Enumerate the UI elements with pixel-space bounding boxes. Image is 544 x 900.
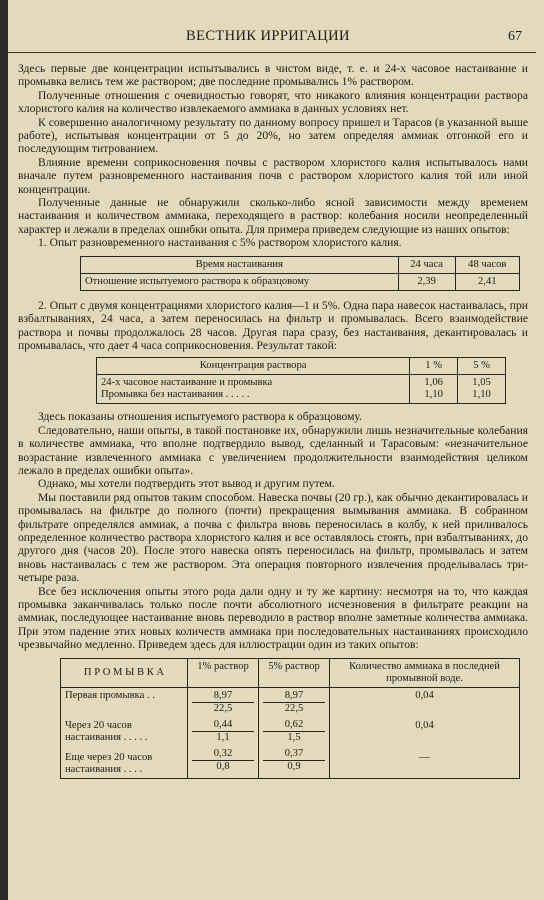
table-cell xyxy=(458,375,506,404)
value: 8,97 xyxy=(263,690,325,703)
paragraph: Полученные отношения с очевидностью говорят, что никакого влияния концентрации раствора хлористого калия на количество извлекаемого аммиака в данных условиях нет. xyxy=(18,88,528,116)
value: 0,04 xyxy=(415,689,434,701)
row-label: Первая промывка . . xyxy=(65,689,155,701)
row-label: Еще через 20 часов настаивания . . . . xyxy=(65,751,153,775)
table-soaking-time xyxy=(80,256,520,291)
journal-page xyxy=(8,0,544,900)
value: 0,62 xyxy=(263,719,325,732)
value: 0,04 xyxy=(415,719,434,731)
table-header-cell: Количество аммиака в последней промывной воде. xyxy=(330,658,520,687)
table-cell: 2,39 xyxy=(398,273,455,290)
value: 0,8 xyxy=(216,760,230,772)
value: 1,06 xyxy=(424,377,443,389)
table-cell xyxy=(188,687,259,778)
table-cell xyxy=(259,687,330,778)
table-header-cell: Время настаивания xyxy=(81,256,399,273)
table-cell xyxy=(410,375,458,404)
value: 22,5 xyxy=(284,702,304,714)
table-header-cell: Концентрация раствора xyxy=(97,358,410,375)
article-body xyxy=(18,62,528,779)
table-row-label xyxy=(61,687,188,778)
paragraph: Здесь первые две концентрации испытывались в чистом виде, т. е. и 24-х часовое настаивание и промывка велись тем же раствором; две последние промывались 1% раствором. xyxy=(18,62,528,89)
value: 0,37 xyxy=(263,748,325,761)
table-concentration xyxy=(96,357,506,404)
table-cell xyxy=(330,687,520,778)
value: 22,5 xyxy=(213,702,233,714)
table-row-label xyxy=(97,375,410,404)
paragraph: 2. Опыт с двумя концентрациями хлористого калия—1 и 5%. Одна пара навесок настаивалась, при взбалтываниях, 24 часа, а затем переносилась на фильтр и промывалась. Всего взаимодействие раствора и почвы продолжалось 28 часов. Другая пара сразу, без настаивания, декантировалась и промывалась, что дает 4 часа соприкосновения. Результат такой: xyxy=(18,298,528,352)
value: 1,1 xyxy=(216,731,230,743)
value: 1,10 xyxy=(472,389,491,401)
paragraph: К совершенно аналогичному результату по данному вопросу пришел и Тарасов (в указанной выше работе), испытывая концентрации от 5 до 20%, но затем определяя аммиак отгонкой его и последующим титрованием. xyxy=(18,115,528,156)
running-header xyxy=(8,24,536,53)
paragraph: Полученные данные не обнаружили сколько-либо ясной зависимости между временем настаивания и количеством аммиака, переходящего в раствор: колебания носили неопределенный характер и лежали в пределах ошибки опыта. Для примера приведем следующие из наших опытов: xyxy=(18,196,528,236)
value: — xyxy=(419,751,430,763)
paragraph: Мы поставили ряд опытов таким способом. Навеска почвы (20 гр.), как обычно декантировалась и промывалась на фильтре до полного (почти) прекращения вымывания аммиака. В собранном фильтрате определялся аммиак, а почва с фильтра вновь переносилась в колбу, к ней приливалось определенное количество раствора хлористого калия и все оставлялось стоять, при взбалтываниях, до другого дня (часов 20). После этого навеска опять переносилась на фильтр, промывалась и затем вновь настаивалась с тем же раствором. Эта операция повторного извлечения проделывалась три-четыре раза. xyxy=(18,490,528,585)
table-header-cell: 24 часа xyxy=(398,256,455,273)
value: 0,32 xyxy=(192,748,254,761)
value: 8,97 xyxy=(192,690,254,703)
value: 1,10 xyxy=(424,389,443,401)
paragraph: Однако, мы хотели подтвердить этот вывод и другим путем. xyxy=(38,477,335,491)
value: 0,44 xyxy=(192,719,254,732)
paragraph: Здесь показаны отношения испытуемого раствора к образцовому. xyxy=(38,410,362,424)
table-row-label: Отношение испытуемого раствора к образцовому xyxy=(81,273,399,290)
table-header-cell: 48 часов xyxy=(455,256,519,273)
table-cell: 2,41 xyxy=(455,273,519,290)
table-washing xyxy=(60,658,520,779)
page-number: 67 xyxy=(508,29,522,44)
row-label: Через 20 часов настаивания . . . . . xyxy=(65,719,148,743)
experiment-heading: 1. Опыт разновременного настаивания с 5% раствором хлористого калия. xyxy=(38,236,402,250)
table-header-cell: 1% раствор xyxy=(188,658,259,687)
table-header-cell: 1 % xyxy=(410,358,458,375)
value: 1,5 xyxy=(287,731,301,743)
paragraph: Все без исключения опыты этого рода дали одну и ту же картину: несмотря на то, что каждая промывка заканчивалась только после почти абсолютного исчезновения в фильтрате реакции на аммиак, последующее настаивание вновь переводило в раствор вполне заметные количества аммиака. При этом падение этих новых количеств аммиака при последовательных настаиваниях происходило чрезвычайно медленно. Приведем здесь для иллюстрации один из таких опытов: xyxy=(18,584,528,652)
value: 1,05 xyxy=(472,377,491,389)
value: 0,9 xyxy=(287,760,301,772)
table-header-cell: 5 % xyxy=(458,358,506,375)
row-label: Промывка без настаивания . . . . . xyxy=(101,389,250,401)
table-header-cell: П Р О М Ы В К А xyxy=(61,658,188,687)
paragraph: Влияние времени соприкосновения почвы с раствором хлористого калия испытывалось нами вначале путем разновременного настаивания почв с раствором хлористого калия той или иной концентрации. xyxy=(18,155,528,196)
journal-title: ВЕСТНИК ИРРИГАЦИИ xyxy=(186,28,350,44)
row-label: 24-х часовое настаивание и промывка xyxy=(101,377,273,389)
paragraph: Следовательно, наши опыты, в такой постановке их, обнаружили лишь незначительные колебания в количестве аммиака, что вполне подтвердило вывод, сделанный и Тарасовым: «незначительное возрастание извлеченного аммиака с увеличением продолжительности взаимодействия целиком лежало в пределах ошибки опыта». xyxy=(18,423,528,477)
table-header-cell: 5% раствор xyxy=(259,658,330,687)
